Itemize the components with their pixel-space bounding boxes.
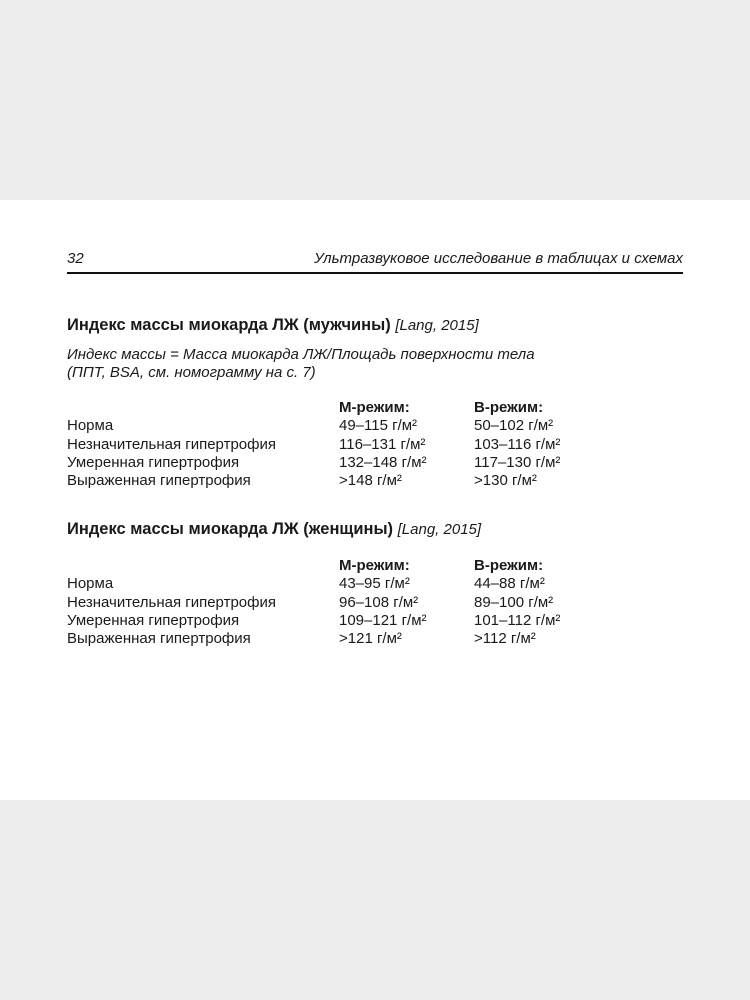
formula-line-1: Индекс массы = Масса миокарда ЛЖ/Площадь поверхности тела — [67, 346, 535, 363]
m-mode-value: >148 г/м² — [339, 472, 402, 490]
b-mode-value: 103–116 г/м² — [474, 435, 561, 453]
b-mode-value: 44–88 г/м² — [474, 575, 545, 593]
b-mode-value: 50–102 г/м² — [474, 417, 554, 435]
formula-note — [67, 346, 535, 382]
table-row — [67, 454, 627, 472]
table-row — [67, 630, 627, 648]
b-mode-value: 89–100 г/м² — [474, 593, 554, 611]
column-header-b-mode: В-режим: — [474, 399, 544, 416]
row-label: Норма — [67, 575, 114, 593]
row-label: Незначительная гипертрофия — [67, 593, 276, 611]
m-mode-value: 49–115 г/м² — [339, 417, 418, 435]
table-header-row — [67, 399, 627, 417]
column-header-m-mode: М-режим: — [339, 557, 410, 574]
m-mode-value: 132–148 г/м² — [339, 453, 427, 471]
citation: [Lang, 2015] — [397, 521, 482, 538]
lvmi-table-men — [67, 399, 627, 490]
section-title-men — [67, 316, 479, 335]
b-mode-value: >112 г/м² — [474, 630, 536, 648]
b-mode-value: >130 г/м² — [474, 472, 537, 490]
citation: [Lang, 2015] — [395, 317, 479, 334]
m-mode-value: 43–95 г/м² — [339, 575, 410, 593]
column-header-b-mode: В-режим: — [474, 557, 544, 574]
row-label: Незначительная гипертрофия — [67, 435, 276, 453]
section-heading: Индекс массы миокарда ЛЖ (женщины) — [67, 520, 394, 538]
table-row — [67, 472, 627, 490]
m-mode-value: 109–121 г/м² — [339, 611, 427, 629]
formula-line-2: (ППТ, BSA, см. номограмму на с. 7) — [67, 364, 316, 381]
b-mode-value: 101–112 г/м² — [474, 611, 561, 629]
page-number: 32 — [67, 250, 84, 267]
b-mode-value: 117–130 г/м² — [474, 453, 561, 471]
lvmi-table-women — [67, 557, 627, 648]
table-row — [67, 436, 627, 454]
m-mode-value: 96–108 г/м² — [339, 593, 419, 611]
table-row — [67, 612, 627, 630]
row-label: Выраженная гипертрофия — [67, 630, 251, 648]
book-page — [0, 200, 750, 800]
section-title-women — [67, 520, 481, 539]
running-title: Ультразвуковое исследование в таблицах и схемах — [314, 250, 683, 267]
table-row — [67, 417, 627, 435]
row-label: Норма — [67, 417, 114, 435]
column-header-m-mode: М-режим: — [339, 399, 410, 416]
row-label: Умеренная гипертрофия — [67, 453, 240, 471]
m-mode-value: 116–131 г/м² — [339, 435, 426, 453]
m-mode-value: >121 г/м² — [339, 630, 402, 648]
row-label: Умеренная гипертрофия — [67, 611, 240, 629]
table-row — [67, 594, 627, 612]
section-heading: Индекс массы миокарда ЛЖ (мужчины) — [67, 316, 391, 334]
table-row — [67, 575, 627, 593]
row-label: Выраженная гипертрофия — [67, 472, 251, 490]
page-header — [67, 250, 683, 274]
table-header-row — [67, 557, 627, 575]
